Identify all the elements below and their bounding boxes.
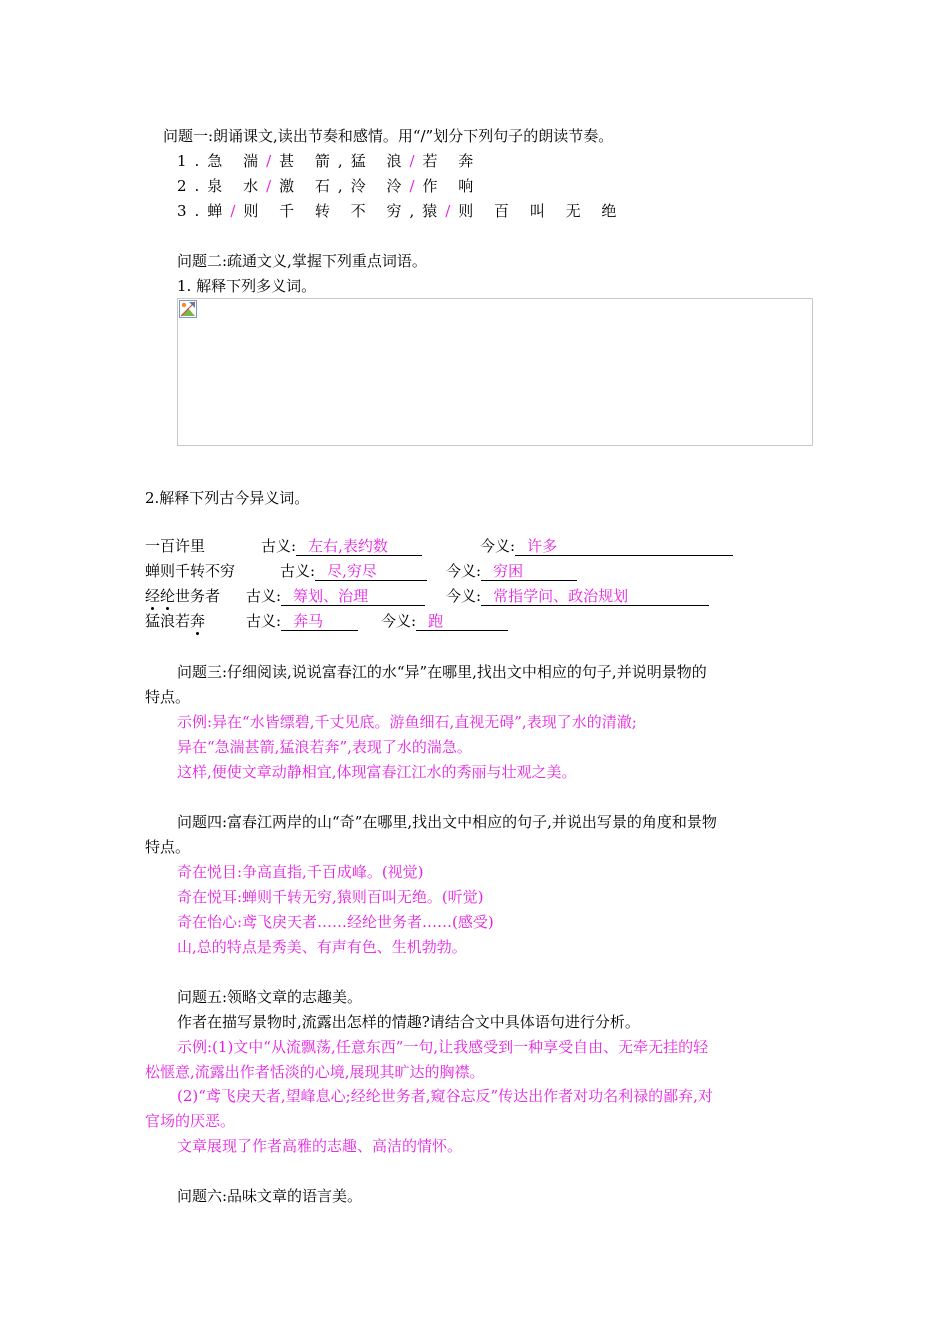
q3-title: 问题三:仔细阅读,说说富春江的水“异”在哪里,找出文中相应的句子,并说明景物的 <box>177 663 707 681</box>
q5-title: 问题五:领略文章的志趣美。 <box>177 988 363 1006</box>
q1-line-1: 1.急 湍/甚 箭,猛 浪/若 奔 <box>177 152 482 170</box>
q3-answer-3: 这样,便使文章动静相宜,体现富春江江水的秀丽与壮观之美。 <box>177 763 577 781</box>
q3-answer-2: 异在“急湍甚箭,猛浪若奔”,表现了水的湍急。 <box>177 738 472 756</box>
q4-answer-1: 奇在悦目:争高直指,千百成峰。(视觉) <box>177 863 424 881</box>
term-row-2 <box>145 561 235 581</box>
term-row-1 <box>145 536 205 556</box>
q4-answer-4: 山,总的特点是秀美、有声有色、生机勃勃。 <box>177 938 467 956</box>
missing-image-frame <box>177 298 813 446</box>
term-row-3-jin: 今义: 常指学问、政治规划 <box>446 586 709 606</box>
q5-answer-2: (2)“鸢飞戾天者,望峰息心;经纶世务者,窥谷忘反”传达出作者对功名利禄的鄙弃,对 <box>177 1087 713 1105</box>
term-row-2-gu: 古义: 尽,穷尽 <box>280 561 427 581</box>
q1-title: 问题一:朗诵课文,读出节奏和感情。用“/”划分下列句子的朗读节奏。 <box>163 127 614 145</box>
q3-answer-1: 示例:异在“水皆缥碧,千丈见底。游鱼细石,直视无碍”,表现了水的清澈; <box>177 713 637 731</box>
term-row-4-gu: 古义: 奔马 <box>246 611 358 631</box>
term-row-1-gu: 古义: 左右,表约数 <box>261 536 422 556</box>
term-label: 蝉则千转不穷 <box>145 562 236 580</box>
term-row-4: 猛浪若奔 <box>145 612 206 630</box>
term-row-3: 经纶世务者 <box>145 587 221 605</box>
term-row-2-jin: 今义: 穷困 <box>446 561 577 581</box>
term-row-4-jin: 今义: 跑 <box>381 611 508 631</box>
q3-title-cont: 特点。 <box>145 688 191 706</box>
term-label: 一百许里 <box>145 537 206 555</box>
term-row-3-gu: 古义: 筹划、治理 <box>246 586 425 606</box>
q5-answer-2-cont: 官场的厌恶。 <box>145 1112 236 1130</box>
q1-line-2: 2.泉 水/激 石,泠 泠/作 响 <box>177 177 482 195</box>
broken-image-icon <box>179 300 197 318</box>
q5-answer-3: 文章展现了作者高雅的志趣、高洁的情怀。 <box>177 1137 463 1155</box>
q4-title: 问题四:富春江两岸的山“奇”在哪里,找出文中相应的句子,并说出写景的角度和景物 <box>177 813 717 831</box>
q5-question: 作者在描写景物时,流露出怎样的情趣?请结合文中具体语句进行分析。 <box>177 1013 640 1031</box>
q4-answer-3: 奇在怡心:鸢飞戾天者……经纶世务者……(感受) <box>177 913 494 931</box>
q1-line-3: 3.蝉/则 千 转 不 穷,猿/则 百 叫 无 绝 <box>177 202 625 220</box>
q6-title: 问题六:品味文章的语言美。 <box>177 1187 363 1205</box>
q4-title-cont: 特点。 <box>145 838 191 856</box>
term-row-1-jin: 今义: 许多 <box>480 536 733 556</box>
q2-title: 问题二:疏通文义,掌握下列重点词语。 <box>177 252 427 270</box>
q2-sub1: 1. 解释下列多义词。 <box>177 277 317 295</box>
q2-sub2: 2.解释下列古今异义词。 <box>145 489 310 507</box>
q5-answer-1: 示例:(1)文中“从流飘荡,任意东西”一句,让我感受到一种享受自由、无牵无挂的轻 <box>177 1038 709 1056</box>
q4-answer-2: 奇在悦耳:蝉则千转无穷,猿则百叫无绝。(听觉) <box>177 888 484 906</box>
q5-answer-1-cont: 松惬意,流露出作者恬淡的心境,展现其旷达的胸襟。 <box>145 1063 485 1081</box>
